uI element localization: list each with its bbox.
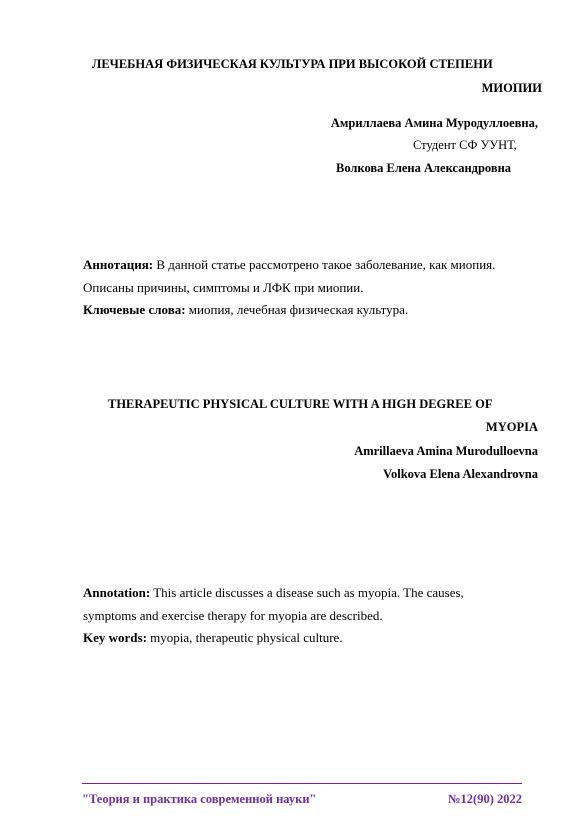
ru-annotation-label: Аннотация: bbox=[83, 257, 154, 272]
footer-issue-number: №12(90) 2022 bbox=[447, 792, 522, 806]
en-keywords-text: myopia, therapeutic physical culture. bbox=[146, 630, 343, 645]
footer-journal-name: "Теория и практика современной науки" bbox=[82, 792, 317, 806]
en-annotation-line-2: symptoms and exercise therapy for myopia are described. bbox=[83, 608, 383, 623]
ru-annotation-line-1 bbox=[83, 257, 495, 273]
ru-title-line-1: ЛЕЧЕБНАЯ ФИЗИЧЕСКАЯ КУЛЬТУРА ПРИ ВЫСОКОЙ СТЕПЕНИ bbox=[92, 57, 493, 71]
en-title-line-1: THERAPEUTIC PHYSICAL CULTURE WITH A HIGH DEGREE OF bbox=[108, 397, 493, 411]
en-author-1: Amrillaeva Amina Murodulloevna bbox=[354, 444, 538, 458]
ru-author-2: Волкова Елена Александровна bbox=[336, 161, 512, 175]
en-author-2: Volkova Elena Alexandrovna bbox=[383, 467, 538, 481]
footer-divider bbox=[82, 783, 522, 784]
ru-keywords-text: миопия, лечебная физическая культура. bbox=[185, 302, 409, 317]
en-keywords-label: Key words: bbox=[83, 630, 147, 645]
en-title-line-2: MYOPIA bbox=[485, 420, 538, 434]
en-keywords bbox=[83, 630, 343, 646]
ru-annotation-line-2: Описаны причины, симптомы и ЛФК при миопии. bbox=[83, 280, 364, 295]
en-annotation-label: Annotation: bbox=[83, 585, 151, 600]
ru-keywords-label: Ключевые слова: bbox=[83, 302, 186, 317]
ru-annotation-text-1: В данной статье рассмотрено такое заболевание, как миопия. bbox=[153, 257, 496, 272]
ru-title-line-2: МИОПИИ bbox=[481, 81, 542, 95]
ru-author-1: Амриллаева Амина Муродуллоевна, bbox=[330, 116, 538, 130]
en-annotation-text-1: This article discusses a disease such as myopia. The causes, bbox=[150, 585, 464, 600]
ru-affiliation: Студент СФ УУНТ, bbox=[413, 138, 517, 152]
en-annotation-line-1 bbox=[83, 585, 464, 601]
ru-keywords bbox=[83, 302, 408, 318]
